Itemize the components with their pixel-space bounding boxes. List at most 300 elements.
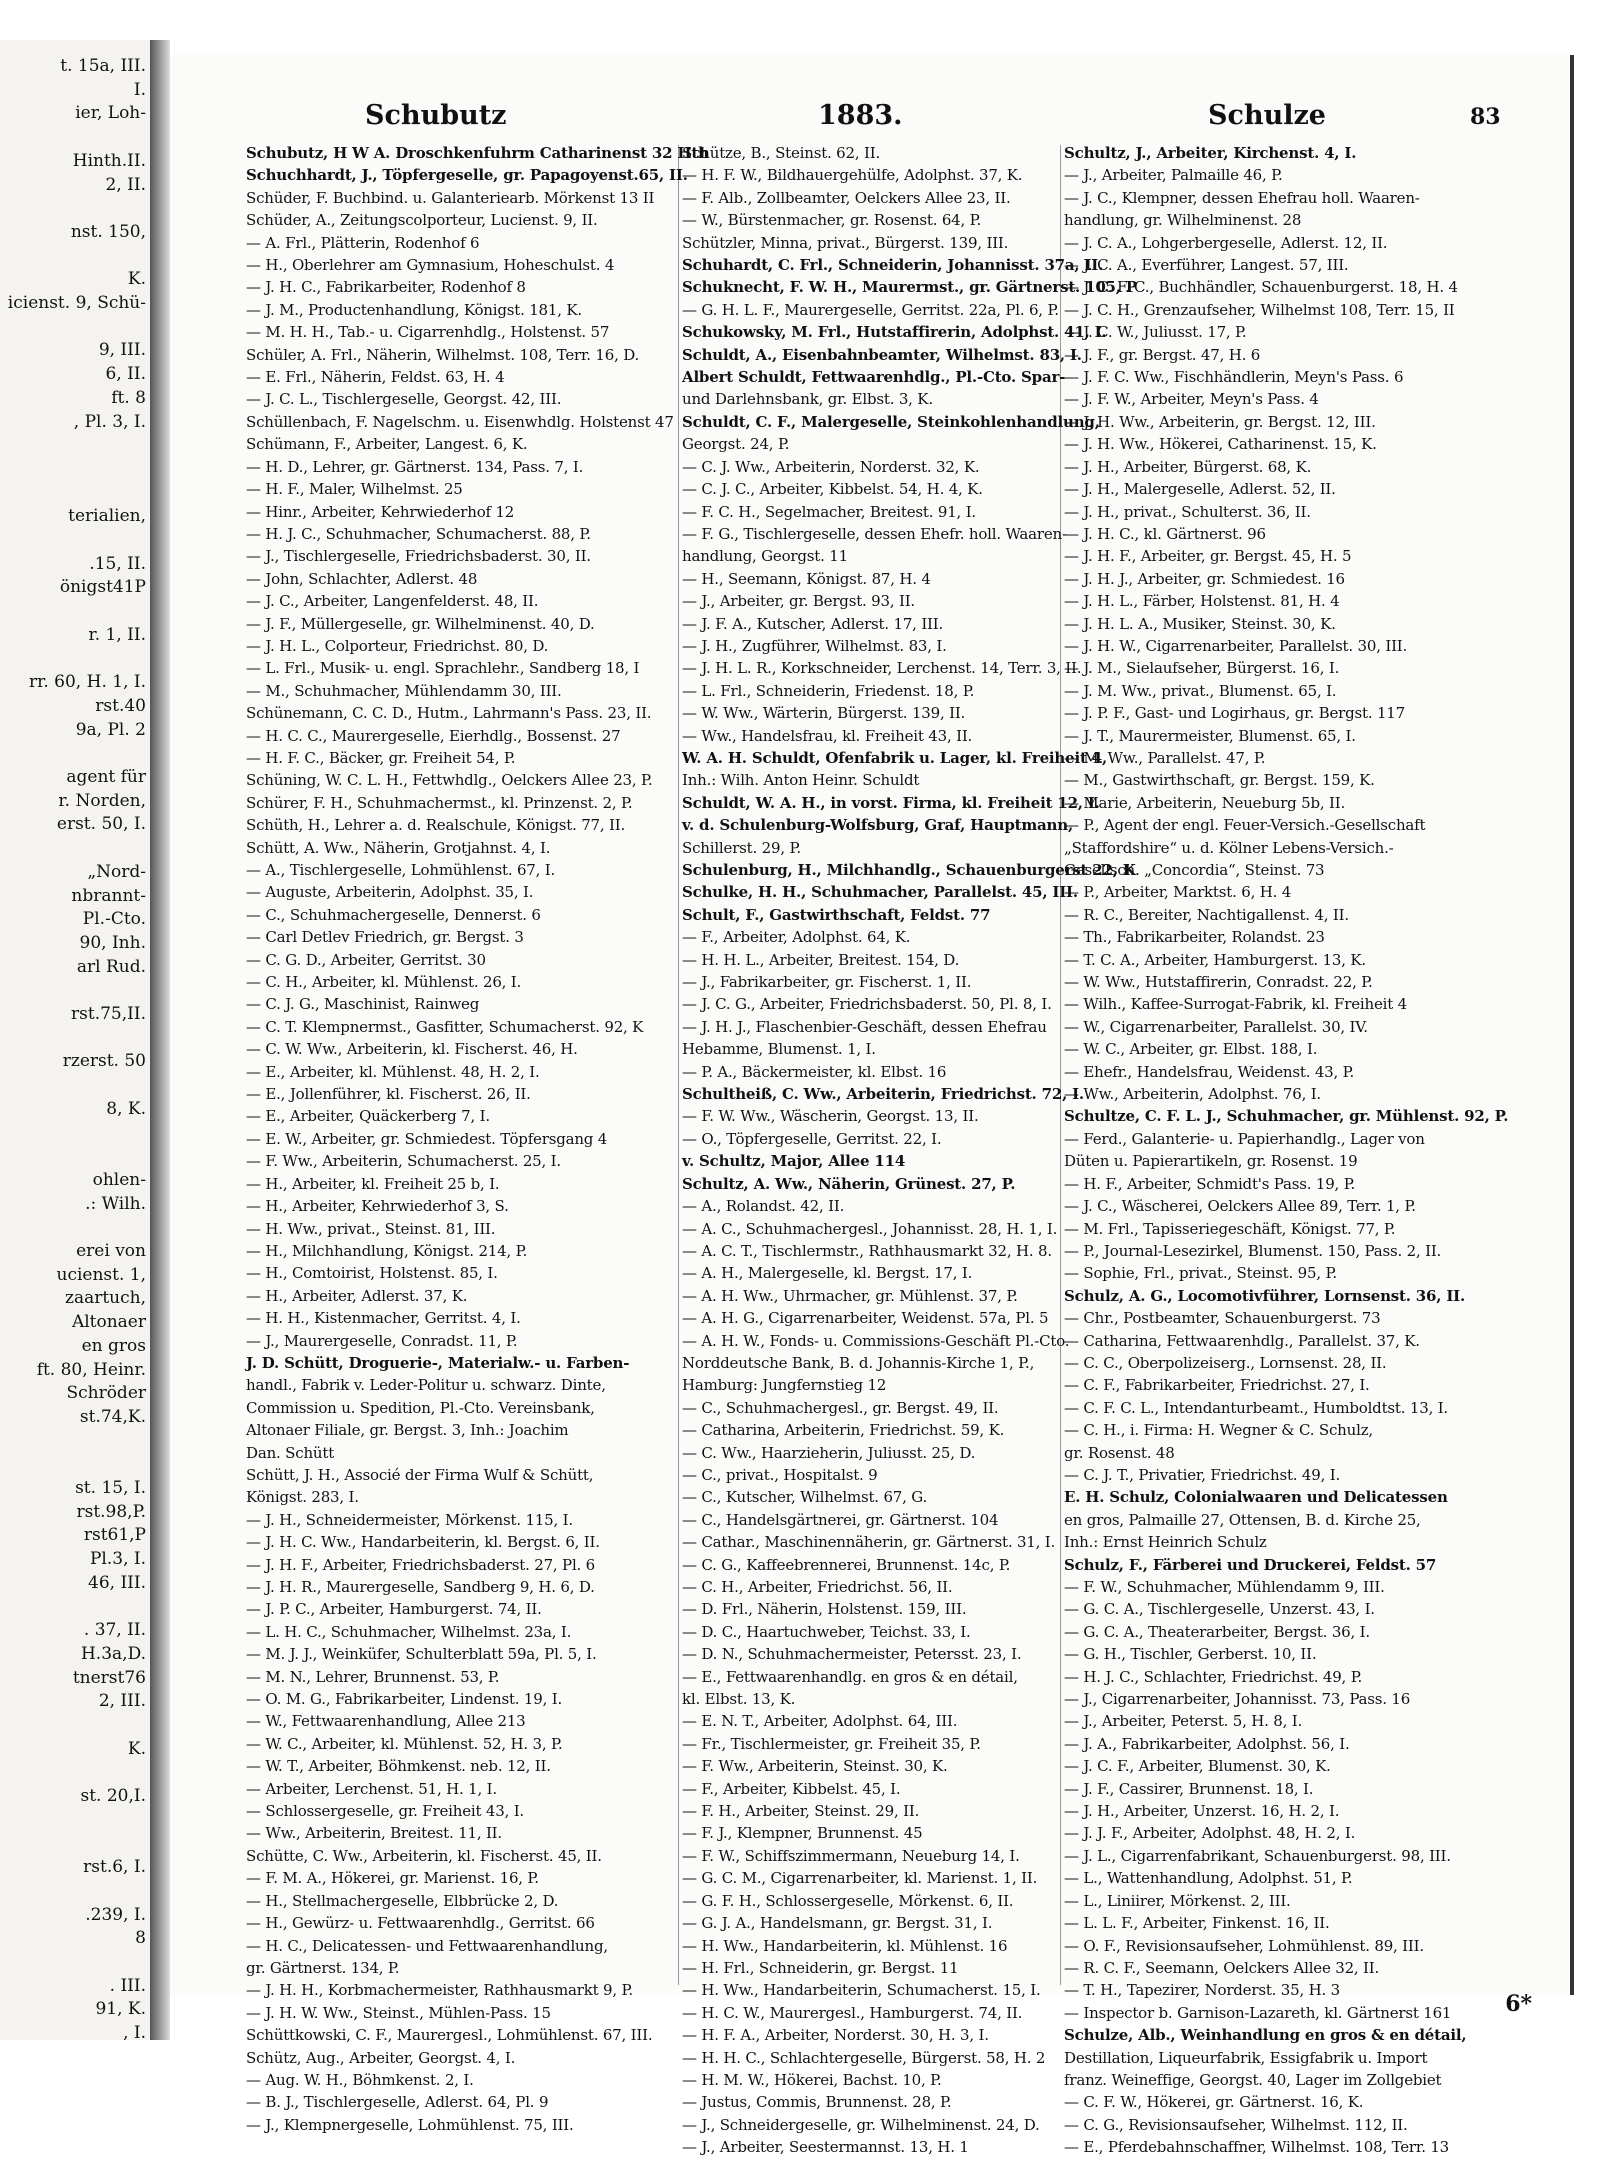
directory-entry: — J. C. L., Tischlergeselle, Georgst. 42, III. — [246, 390, 562, 409]
directory-entry: — G. H. L. F., Maurergeselle, Gerritst. 22a, Pl. 6, P. — [682, 300, 1059, 319]
directory-entry: — M. J. J., Weinküfer, Schulterblatt 59a, Pl. 5, I. — [246, 1645, 597, 1664]
directory-entry: — C. J. C., Arbeiter, Kibbelst. 54, H. 4, K. — [682, 480, 983, 499]
directory-entry: — F. Ww., Arbeiterin, Steinst. 30, K. — [682, 1757, 948, 1776]
directory-entry: — L. L. F., Arbeiter, Finkenst. 16, II. — [1064, 1914, 1330, 1933]
directory-entry: — R. C. F., Seemann, Oelckers Allee 32, II. — [1064, 1958, 1380, 1977]
directory-entry: — C., privat., Hospitalst. 9 — [682, 1465, 878, 1484]
directory-entry: — F. C. H., Segelmacher, Breitest. 91, I. — [682, 502, 976, 521]
fragment-line: ucienst. 1, — [56, 1264, 146, 1285]
directory-entry: — W., Fettwaarenhandlung, Allee 213 — [246, 1712, 526, 1731]
directory-entry: Schulz, F., Färberei und Druckerei, Feldst. 57 — [1064, 1555, 1437, 1574]
directory-entry: — H., Oberlehrer am Gymnasium, Hoheschulst. 4 — [246, 256, 615, 275]
directory-entry: Inh.: Wilh. Anton Heinr. Schuldt — [682, 771, 920, 790]
directory-entry: — J. H. L. R., Korkschneider, Lerchenst. 14, Terr. 3, II. — [682, 659, 1082, 678]
directory-entry: Schüder, F. Buchbind. u. Galanteriearb. Mörkenst 13 II — [246, 188, 655, 207]
directory-entry: — A. Frl., Plätterin, Rodenhof 6 — [246, 233, 480, 252]
fragment-line: K. — [127, 269, 146, 290]
directory-entry: gr. Rosenst. 48 — [1064, 1443, 1175, 1462]
directory-entry: Schüllenbach, F. Nagelschm. u. Eisenwhdlg. Holstenst 47 — [246, 412, 674, 431]
directory-entry: handlung, Georgst. 11 — [682, 547, 848, 566]
directory-entry: — H. M. W., Hökerei, Bachst. 10, P. — [682, 2070, 942, 2089]
fragment-line: 6, II. — [105, 364, 146, 385]
page-header — [170, 100, 1570, 140]
fragment-line: 46, III. — [88, 1572, 146, 1593]
directory-entry: — H., Arbeiter, Adlerst. 37, K. — [246, 1286, 468, 1305]
directory-entry: — C. F., Fabrikarbeiter, Friedrichst. 27, I. — [1064, 1376, 1370, 1395]
directory-entry: Schütz, Aug., Arbeiter, Georgst. 4, I. — [246, 2048, 516, 2067]
directory-entry: — P., Journal-Lesezirkel, Blumenst. 150, Pass. 2, II. — [1064, 1241, 1442, 1260]
directory-entry: — E., Arbeiter, Quäckerberg 7, I. — [246, 1107, 490, 1126]
header-right-keyword: Schulze — [1208, 100, 1326, 131]
directory-entry: handlung, gr. Wilhelminenst. 28 — [1064, 211, 1302, 230]
directory-entry: — J. F. C. Ww., Fischhändlerin, Meyn's Pass. 6 — [1064, 368, 1404, 387]
directory-entry: — J. H., Malergeselle, Adlerst. 52, II. — [1064, 480, 1336, 499]
directory-entry: — L., Liniirer, Mörkenst. 2, III. — [1064, 1891, 1291, 1910]
directory-entry: — J. P. C., Arbeiter, Hamburgerst. 74, II. — [246, 1600, 542, 1619]
directory-entry: — Justus, Commis, Brunnenst. 28, P. — [682, 2093, 952, 2112]
fragment-line: 8 — [135, 1928, 146, 1949]
directory-entry: Inh.: Ernst Heinrich Schulz — [1064, 1533, 1267, 1552]
printer-signature: 6* — [1505, 1991, 1532, 2017]
fragment-line: Pl.-Cto. — [82, 909, 146, 930]
directory-entry: — H., Stellmachergeselle, Elbbrücke 2, D. — [246, 1891, 559, 1910]
directory-entry: — Ww., Arbeiterin, Adolphst. 76, I. — [1064, 1085, 1322, 1104]
fragment-line: en gros — [81, 1335, 146, 1356]
directory-entry: — A. H. G., Cigarrenarbeiter, Weidenst. 57a, Pl. 5 — [682, 1309, 1049, 1328]
fragment-line: agent für — [66, 767, 146, 787]
directory-entry: — H. F., Arbeiter, Schmidt's Pass. 19, P. — [1064, 1174, 1356, 1193]
directory-entry: — Th., Fabrikarbeiter, Rolandst. 23 — [1064, 928, 1325, 947]
directory-entry: Schubutz, H W A. Droschkenfuhrm Catharinenst 32 Hth — [246, 144, 709, 162]
fragment-line: arl Rud. — [76, 956, 146, 977]
fragment-line: 2, III. — [98, 1691, 146, 1712]
directory-entry: — F. J., Klempner, Brunnenst. 45 — [682, 1824, 923, 1843]
directory-entry: Schüning, W. C. L. H., Fettwhdlg., Oelckers Allee 23, P. — [246, 771, 653, 790]
directory-entry: — F. Ww., Arbeiterin, Schumacherst. 25, I. — [246, 1152, 561, 1171]
directory-entry: — D. C., Haartuchweber, Teichst. 33, I. — [682, 1622, 971, 1641]
directory-entry: — E. N. T., Arbeiter, Adolphst. 64, III. — [682, 1712, 958, 1731]
previous-page-edge — [0, 40, 153, 2044]
directory-entry: — D. N., Schuhmachermeister, Petersst. 23, I. — [682, 1645, 1022, 1664]
fragment-line: st. 15, I. — [75, 1478, 146, 1498]
fragment-line: Hinth.II. — [72, 150, 146, 171]
directory-entry: — Aug. W. H., Böhmkenst. 2, I. — [246, 2070, 474, 2089]
fragment-line: K. — [127, 1738, 146, 1759]
directory-entry: — J. T., Maurermeister, Blumenst. 65, I. — [1064, 726, 1356, 745]
directory-entry: — T. C. A., Arbeiter, Hamburgerst. 13, K. — [1064, 950, 1366, 969]
directory-entry: — E., Arbeiter, kl. Mühlenst. 48, H. 2, I. — [246, 1062, 540, 1081]
directory-entry: handl., Fabrik v. Leder-Politur u. schwarz. Dinte, — [246, 1376, 606, 1395]
directory-entry: — R. C., Bereiter, Nachtigallenst. 4, II. — [1064, 905, 1349, 924]
header-year: 1883. — [818, 100, 903, 131]
directory-entry: — H., Seemann, Königst. 87, H. 4 — [682, 569, 931, 588]
directory-entry: Schünemann, C. C. D., Hutm., Lahrmann's Pass. 23, II. — [246, 704, 652, 723]
directory-entry: Schuldt, C. F., Malergeselle, Steinkohlenhandlung, — [682, 412, 1100, 431]
fragment-line: r. 1, II. — [88, 624, 146, 645]
fragment-line: . 37, II. — [83, 1620, 146, 1641]
directory-entry: — J. H. W., Cigarrenarbeiter, Parallelst. 30, III. — [1064, 636, 1408, 655]
directory-entry: — H. F. W., Bildhauergehülfe, Adolphst. 37, K. — [682, 166, 1023, 185]
directory-entry: — P., Arbeiter, Marktst. 6, H. 4 — [1064, 883, 1292, 902]
directory-entry: — H., Arbeiter, Kehrwiederhof 3, S. — [246, 1197, 509, 1216]
directory-entry: — Ehefr., Handelsfrau, Weidenst. 43, P. — [1064, 1062, 1355, 1081]
directory-entry: — J. P. F., Gast- und Logirhaus, gr. Bergst. 117 — [1064, 704, 1405, 723]
directory-entry: — Inspector b. Garnison-Lazareth, kl. Gärtnerst 161 — [1064, 2003, 1452, 2022]
directory-entry: — J. A., Fabrikarbeiter, Adolphst. 56, I. — [1064, 1734, 1350, 1753]
directory-entry: — Marie, Arbeiterin, Neueburg 5b, II. — [1064, 793, 1346, 812]
directory-entry: — H. F. A., Arbeiter, Norderst. 30, H. 3, I. — [682, 2026, 989, 2045]
directory-entry: — C. G., Revisionsaufseher, Wilhelmst. 112, II. — [1064, 2115, 1408, 2134]
directory-entry: Schüth, H., Lehrer a. d. Realschule, Königst. 77, II. — [246, 816, 626, 835]
directory-entry: — F. Alb., Zollbeamter, Oelckers Allee 23, II. — [682, 188, 1011, 207]
directory-entry: — J. H. L., Colporteur, Friedrichst. 80, D. — [246, 636, 549, 655]
directory-entry: — J. C., Arbeiter, Langenfelderst. 48, II. — [246, 592, 539, 611]
fragment-line: 2, II. — [105, 174, 146, 195]
directory-entry: — Carl Detlev Friedrich, gr. Bergst. 3 — [246, 928, 524, 947]
directory-entry: — J. F., gr. Bergst. 47, H. 6 — [1064, 345, 1261, 364]
directory-entry: — J. H., Zugführer, Wilhelmst. 83, I. — [682, 636, 947, 655]
directory-entry: — E., Pferdebahnschaffner, Wilhelmst. 108, Terr. 13 — [1064, 2138, 1450, 2157]
fragment-line: nbrannt- — [71, 885, 146, 906]
directory-entry: — J. H. L., Färber, Holstenst. 81, H. 4 — [1064, 592, 1340, 611]
directory-entry: — J. C. F. C., Buchhändler, Schauenburgerst. 18, H. 4 — [1064, 278, 1458, 297]
directory-entry: — C. F. C. L., Intendanturbeamt., Humboldtst. 13, I. — [1064, 1398, 1448, 1417]
directory-entry: Schüler, A. Frl., Näherin, Wilhelmst. 108, Terr. 16, D. — [246, 345, 640, 364]
directory-entry: — J. F., Müllergeselle, gr. Wilhelminenst. 40, D. — [246, 614, 595, 633]
fragment-line: , I. — [123, 2023, 146, 2044]
directory-entry: — H. D., Lehrer, gr. Gärtnerst. 134, Pass. 7, I. — [246, 457, 584, 476]
directory-entry: — W., Cigarrenarbeiter, Parallelst. 30, IV. — [1064, 1017, 1368, 1036]
directory-entry: — Fr., Tischlermeister, gr. Freiheit 35, P. — [682, 1734, 981, 1753]
directory-entry: — D. Frl., Näherin, Holstenst. 159, III. — [682, 1600, 967, 1619]
directory-entry: — Cathar., Maschinennäherin, gr. Gärtnerst. 31, I. — [682, 1533, 1056, 1552]
directory-entry: — A. C., Schuhmachergesl., Johannisst. 28, H. 1, I. — [682, 1219, 1058, 1238]
directory-entry: — J. M., Sielaufseher, Bürgerst. 16, I. — [1064, 659, 1340, 678]
directory-entry: Hamburg: Jungfernstieg 12 — [682, 1376, 887, 1395]
directory-entry: — M., Schuhmacher, Mühlendamm 30, III. — [246, 681, 562, 700]
directory-entry: — F. W. Ww., Wäscherin, Georgst. 13, II. — [682, 1107, 979, 1126]
directory-entry: — A., Rolandst. 42, II. — [682, 1197, 845, 1216]
directory-entry: — O., Töpfergeselle, Gerritst. 22, I. — [682, 1129, 942, 1148]
directory-entry: — J. M. Ww., privat., Blumenst. 65, I. — [1064, 681, 1337, 700]
directory-entry: — Chr., Postbeamter, Schauenburgerst. 73 — [1064, 1309, 1381, 1328]
directory-entry: — M. Frl., Tapisseriegeschäft, Königst. 77, P. — [1064, 1219, 1396, 1238]
directory-entry: — J. H., Arbeiter, Unzerst. 16, H. 2, I. — [1064, 1802, 1340, 1821]
directory-entry: — C. J. G., Maschinist, Rainweg — [246, 995, 480, 1014]
directory-entry: Schuldt, A., Eisenbahnbeamter, Wilhelmst. 83, I. — [682, 345, 1082, 364]
directory-entry: — Catharina, Fettwaarenhdlg., Parallelst. 37, K. — [1064, 1331, 1420, 1350]
directory-entry: — W. Ww., Wärterin, Bürgerst. 139, II. — [682, 704, 966, 723]
directory-entry: — Ww., Handelsfrau, kl. Freiheit 43, II. — [682, 726, 973, 745]
fragment-line: , Pl. 3, I. — [73, 411, 146, 432]
directory-entry: Schultz, A. Ww., Näherin, Grünest. 27, P. — [682, 1174, 1016, 1193]
directory-entry: — J. H. J., Arbeiter, gr. Schmiedest. 16 — [1064, 569, 1345, 588]
directory-entry: — C. C., Oberpolizeiserg., Lornsenst. 28, II. — [1064, 1353, 1387, 1372]
directory-entry: — J. H. R., Maurergeselle, Sandberg 9, H. 6, D. — [246, 1578, 595, 1596]
fragment-line: .15, II. — [89, 553, 146, 574]
fragment-line: rst61,P — [83, 1525, 146, 1546]
directory-entry: — J. M., Productenhandlung, Königst. 181, K. — [246, 300, 582, 319]
fragment-line: tnerst76 — [72, 1667, 146, 1688]
directory-entry: — A. H. W., Fonds- u. Commissions-Geschäft Pl.-Cto. — [682, 1331, 1070, 1350]
page-number: 83 — [1470, 104, 1501, 130]
directory-entry: — G. C. A., Tischlergeselle, Unzerst. 43, I. — [1064, 1600, 1375, 1619]
fragment-line: st. 20,I. — [80, 1786, 146, 1807]
directory-entry: Schützler, Minna, privat., Bürgerst. 139, III. — [682, 233, 1009, 252]
fragment-line: 91, K. — [95, 1999, 146, 2020]
directory-entry: — Catharina, Arbeiterin, Friedrichst. 59, K. — [682, 1421, 1005, 1440]
directory-entry: — J. H. Ww., Hökerei, Catharinenst. 15, K. — [1064, 435, 1377, 454]
directory-entry: Hebamme, Blumenst. 1, I. — [682, 1040, 876, 1059]
directory-entry: — H. F. C., Bäcker, gr. Freiheit 54, P. — [246, 748, 516, 767]
directory-entry: — J., Cigarrenarbeiter, Johannisst. 73, Pass. 16 — [1064, 1690, 1411, 1709]
fragment-line: . III. — [109, 1975, 146, 1996]
fragment-line: I. — [133, 79, 146, 100]
directory-entry: Schüder, A., Zeitungscolporteur, Lucienst. 9, II. — [246, 211, 598, 230]
directory-entry: Schultze, C. F. L. J., Schuhmacher, gr. Mühlenst. 92, P. — [1064, 1107, 1509, 1126]
directory-entry: und Darlehnsbank, gr. Elbst. 3, K. — [682, 390, 933, 409]
directory-entry: — H., Arbeiter, kl. Freiheit 25 b, I. — [246, 1174, 500, 1193]
directory-entry: Schukowsky, M. Frl., Hutstaffirerin, Adolphst. 41, I. — [682, 323, 1107, 342]
directory-entry: — J. F. W., Arbeiter, Meyn's Pass. 4 — [1064, 390, 1319, 409]
directory-entry: Norddeutsche Bank, B. d. Johannis-Kirche 1, P., — [682, 1353, 1035, 1372]
directory-entry: — J. H. C. Ww., Handarbeiterin, kl. Bergst. 6, II. — [246, 1533, 600, 1552]
directory-entry: — C. Ww., Haarzieherin, Juliusst. 25, D. — [682, 1443, 976, 1462]
directory-entry: — C., Kutscher, Wilhelmst. 67, G. — [682, 1488, 928, 1507]
directory-entry: — J. F. A., Kutscher, Adlerst. 17, III. — [682, 614, 944, 633]
fragment-line: erst. 50, I. — [56, 814, 146, 835]
directory-entry: Schultheiß, C. Ww., Arbeiterin, Friedrichst. 72, I. — [682, 1085, 1084, 1104]
directory-entry: — J., Fabrikarbeiter, gr. Fischerst. 1, II. — [682, 973, 972, 992]
fragment-line: „Nord- — [87, 861, 146, 882]
directory-entry: Schümann, F., Arbeiter, Langest. 6, K. — [246, 435, 528, 454]
directory-entry: — J. C. W., Juliusst. 17, P. — [1064, 323, 1247, 342]
directory-entry: — W., Bürstenmacher, gr. Rosenst. 64, P. — [682, 211, 982, 230]
directory-entry: — H. H. L., Arbeiter, Breitest. 154, D. — [682, 950, 960, 969]
directory-entry: — J. C. H., Grenzaufseher, Wilhelmst 108, Terr. 15, II — [1064, 300, 1455, 319]
directory-entry: Schuldt, W. A. H., in vorst. Firma, kl. Freiheit 12, I. — [682, 793, 1100, 812]
directory-entry: — C., Handelsgärtnerei, gr. Gärtnerst. 104 — [682, 1510, 999, 1529]
directory-entry: — J. H. J., Flaschenbier-Geschäft, dessen Ehefrau — [682, 1017, 1047, 1036]
directory-entry: Schultz, J., Arbeiter, Kirchenst. 4, I. — [1064, 144, 1357, 162]
book-gutter — [150, 40, 170, 2040]
directory-entry: — C. W. Ww., Arbeiterin, kl. Fischerst. 46, H. — [246, 1040, 578, 1059]
directory-entry: Schulze, Alb., Weinhandlung en gros & en détail, — [1064, 2026, 1467, 2045]
directory-entry: — J. C. A., Everführer, Langest. 57, III. — [1064, 256, 1349, 275]
directory-entry: v. d. Schulenburg-Wolfsburg, Graf, Hauptmann, — [682, 816, 1073, 835]
directory-entry: — F., Arbeiter, Kibbelst. 45, I. — [682, 1779, 901, 1798]
directory-entry: — G. F. H., Schlossergeselle, Mörkenst. 6, II. — [682, 1891, 1014, 1910]
directory-entry: — O. F., Revisionsaufseher, Lohmühlenst. 89, III. — [1064, 1936, 1424, 1955]
fragment-line: H.3a,D. — [80, 1643, 146, 1664]
directory-entry: Schult, F., Gastwirthschaft, Feldst. 77 — [682, 905, 991, 924]
directory-entry: Schillerst. 29, P. — [682, 838, 801, 857]
fragment-line: ier, Loh- — [75, 103, 146, 124]
directory-entry: Altonaer Filiale, gr. Bergst. 3, Inh.: Joachim — [246, 1421, 569, 1440]
directory-entry: — H., Milchhandlung, Königst. 214, P. — [246, 1241, 528, 1260]
fragment-line: ohlen- — [92, 1169, 146, 1190]
directory-entry: — E. Frl., Näherin, Feldst. 63, H. 4 — [246, 368, 505, 387]
directory-entry: Gesellsch. „Concordia“, Steinst. 73 — [1064, 861, 1325, 879]
directory-entry: Schuknecht, F. W. H., Maurermst., gr. Gärtnerst. 105, P — [682, 278, 1137, 297]
directory-entry: — H. Frl., Schneiderin, gr. Bergst. 11 — [682, 1958, 959, 1977]
directory-entry: — J., Arbeiter, Peterst. 5, H. 8, I. — [1064, 1712, 1303, 1731]
directory-entry: Schüttkowski, C. F., Maurergesl., Lohmühlenst. 67, III. — [246, 2026, 653, 2045]
fragment-line: nst. 150, — [70, 221, 146, 242]
directory-entry: Schuchhardt, J., Töpfergeselle, gr. Papagoyenst.65, II. — [246, 166, 688, 185]
directory-entry: — J. H., privat., Schulterst. 36, II. — [1064, 502, 1311, 521]
directory-entry: — H. C. W., Maurergesl., Hamburgerst. 74, II. — [682, 2003, 1023, 2022]
directory-entry: — W. T., Arbeiter, Böhmkenst. neb. 12, II. — [246, 1757, 551, 1776]
directory-entry: — E. W., Arbeiter, gr. Schmiedest. Töpfersgang 4 — [246, 1129, 608, 1148]
directory-entry: — C., Schuhmachergesl., gr. Bergst. 49, II. — [682, 1398, 999, 1417]
directory-page — [170, 55, 1574, 2157]
directory-entry: J. D. Schütt, Droguerie-, Materialw.- u. Farben- — [246, 1353, 630, 1372]
directory-entry: gr. Gärtnerst. 134, P. — [246, 1958, 400, 1977]
directory-entry: — J., Tischlergeselle, Friedrichsbaderst. 30, II. — [246, 547, 591, 566]
directory-entry: — J., Arbeiter, Palmaille 46, P. — [1064, 166, 1283, 185]
directory-entry: Schulz, A. G., Locomotivführer, Lornsenst. 36, II. — [1064, 1286, 1465, 1305]
directory-entry: — M. H. H., Tab.- u. Cigarrenhdlg., Holstenst. 57 — [246, 323, 610, 342]
directory-entry: — Ferd., Galanterie- u. Papierhandlg., Lager von — [1064, 1129, 1425, 1148]
fragment-line: 90, Inh. — [79, 932, 146, 953]
directory-entry: Schulenburg, H., Milchhandlg., Schauenburgerst 22, K — [682, 861, 1136, 879]
directory-entry: — A., Tischlergeselle, Lohmühlenst. 67, I. — [246, 861, 556, 879]
fragment-line: Schröder — [66, 1383, 146, 1404]
fragment-line: icienst. 9, Schü- — [7, 293, 146, 313]
directory-entry: kl. Elbst. 13, K. — [682, 1690, 796, 1709]
directory-entry: — G. H., Tischler, Gerberst. 10, II. — [1064, 1645, 1317, 1664]
fragment-line: rzerst. 50 — [62, 1051, 146, 1072]
directory-entry: — Ww., Arbeiterin, Breitest. 11, II. — [246, 1824, 502, 1843]
directory-entry: — J., Maurergeselle, Conradst. 11, P. — [246, 1331, 518, 1350]
directory-entry: — T. H., Tapezirer, Norderst. 35, H. 3 — [1064, 1981, 1340, 2000]
directory-entry: Königst. 283, I. — [246, 1488, 359, 1507]
directory-entry: Schütte, C. Ww., Arbeiterin, kl. Fischerst. 45, II. — [246, 1846, 602, 1865]
directory-entry: Georgst. 24, P. — [682, 435, 790, 454]
directory-entry: — Wilh., Kaffee-Surrogat-Fabrik, kl. Freiheit 4 — [1064, 995, 1407, 1014]
directory-entry: — C. T. Klempnermst., Gasfitter, Schumacherst. 92, K — [246, 1017, 644, 1036]
directory-entry: — C. H., Arbeiter, Friedrichst. 56, II. — [682, 1578, 953, 1596]
directory-entry: Schütt, A. Ww., Näherin, Grotjahnst. 4, I. — [246, 838, 551, 857]
directory-entry: — F. W., Schuhmacher, Mühlendamm 9, III. — [1064, 1578, 1385, 1596]
directory-entry: — J. C., Klempner, dessen Ehefrau holl. Waaren- — [1064, 188, 1420, 207]
directory-entry: — M. Ww., Parallelst. 47, P. — [1064, 748, 1266, 767]
directory-entry: — J. J. F., Arbeiter, Adolphst. 48, H. 2, I. — [1064, 1824, 1356, 1843]
directory-entry: Destillation, Liqueurfabrik, Essigfabrik u. Import — [1064, 2048, 1428, 2067]
directory-entry: — H. C. C., Maurergeselle, Eierhdlg., Bossenst. 27 — [246, 726, 621, 745]
directory-entry: — M., Gastwirthschaft, gr. Bergst. 159, K. — [1064, 771, 1375, 790]
directory-entry: E. H. Schulz, Colonialwaaren und Delicatessen — [1064, 1488, 1448, 1507]
directory-entry: — H., Comtoirist, Holstenst. 85, I. — [246, 1264, 498, 1283]
directory-entry: Schütze, B., Steinst. 62, II. — [682, 144, 881, 162]
column-1 — [246, 142, 709, 2134]
directory-entry: — H. Ww., Handarbeiterin, kl. Mühlenst. 16 — [682, 1936, 1008, 1955]
fragment-line: terialien, — [68, 506, 146, 527]
directory-entry: — F. H., Arbeiter, Steinst. 29, II. — [682, 1802, 920, 1821]
directory-entry: — H. Ww., Handarbeiterin, Schumacherst. 15, I. — [682, 1981, 1041, 2000]
fragment-line: erei von — [76, 1241, 146, 1261]
fragment-line: önigst41P — [59, 577, 146, 598]
directory-entry: — H., Gewürz- u. Fettwaarenhdlg., Gerritst. 66 — [246, 1914, 595, 1933]
fragment-line: .: Wilh. — [85, 1193, 146, 1214]
directory-entry: — J. H. F., Arbeiter, gr. Bergst. 45, H. 5 — [1064, 547, 1352, 566]
directory-entry: — C. J. T., Privatier, Friedrichst. 49, I. — [1064, 1465, 1341, 1484]
fragment-line: t. 15a, III. — [60, 56, 146, 76]
directory-entry: — H. F., Maler, Wilhelmst. 25 — [246, 480, 463, 499]
directory-entry: — C., Schuhmachergeselle, Dennerst. 6 — [246, 905, 541, 924]
fragment-line: zaartuch, — [64, 1288, 146, 1309]
directory-entry: — E., Jollenführer, kl. Fischerst. 26, II. — [246, 1085, 531, 1104]
directory-entry: — F. W., Schiffszimmermann, Neueburg 14, I. — [682, 1846, 1020, 1865]
directory-entry: — W. Ww., Hutstaffirerin, Conradst. 22, P. — [1064, 973, 1373, 992]
column-2 — [682, 142, 1137, 2157]
fragment-line: rst.40 — [95, 695, 146, 716]
fragment-line: 9, III. — [98, 340, 146, 361]
fragment-line: rst.6, I. — [83, 1857, 146, 1878]
directory-entry: — M. N., Lehrer, Brunnenst. 53, P. — [246, 1667, 500, 1686]
directory-entry: — C. H., Arbeiter, kl. Mühlenst. 26, I. — [246, 973, 522, 992]
directory-entry: — H. J. C., Schlachter, Friedrichst. 49, P. — [1064, 1667, 1363, 1686]
directory-entry: — E., Fettwaarenhandlg. en gros & en détail, — [682, 1667, 1018, 1686]
directory-entry: Dan. Schütt — [246, 1443, 335, 1462]
directory-entry: — P., Agent der engl. Feuer-Versich.-Gesellschaft — [1064, 816, 1426, 835]
directory-entry: W. A. H. Schuldt, Ofenfabrik u. Lager, kl. Freiheit 4, — [682, 748, 1107, 767]
directory-entry: — C. G. D., Arbeiter, Gerritst. 30 — [246, 950, 486, 969]
directory-entry: — O. M. G., Fabrikarbeiter, Lindenst. 19, I. — [246, 1690, 563, 1709]
directory-entry: — J. F., Cassirer, Brunnenst. 18, I. — [1064, 1779, 1314, 1798]
directory-entry: — F. M. A., Hökerei, gr. Marienst. 16, P. — [246, 1869, 539, 1888]
directory-entry: — W. C., Arbeiter, gr. Elbst. 188, I. — [1064, 1040, 1318, 1059]
fragment-line: .239, I. — [85, 1904, 146, 1925]
directory-entry: — Auguste, Arbeiterin, Adolphst. 35, I. — [246, 883, 534, 902]
directory-entry: — G. J. A., Handelsmann, gr. Bergst. 31, I. — [682, 1914, 993, 1933]
directory-entry: — John, Schlachter, Adlerst. 48 — [246, 569, 478, 588]
directory-entry: — L. Frl., Schneiderin, Friedenst. 18, P. — [682, 681, 975, 700]
directory-entry: — G. C. M., Cigarrenarbeiter, kl. Marienst. 1, II. — [682, 1869, 1038, 1888]
directory-entry: Düten u. Papierartikeln, gr. Rosenst. 19 — [1064, 1152, 1358, 1171]
directory-entry: — H. C., Delicatessen- und Fettwaarenhandlung, — [246, 1936, 608, 1955]
directory-entry: — J. H. F., Arbeiter, Friedrichsbaderst. 27, Pl. 6 — [246, 1555, 596, 1574]
directory-entry: — J., Arbeiter, gr. Bergst. 93, II. — [682, 592, 916, 611]
directory-entry: — L., Wattenhandlung, Adolphst. 51, P. — [1064, 1869, 1353, 1888]
fragment-line: rr. 60, H. 1, I. — [28, 672, 146, 693]
directory-entry: — H. J. C., Schuhmacher, Schumacherst. 88, P. — [246, 524, 591, 543]
directory-entry: — J. H. L. A., Musiker, Steinst. 30, K. — [1064, 614, 1336, 633]
column-3 — [1064, 142, 1509, 2157]
directory-entry: — Hinr., Arbeiter, Kehrwiederhof 12 — [246, 502, 515, 521]
directory-entry: Albert Schuldt, Fettwaarenhdlg., Pl.-Cto. Spar- — [682, 368, 1066, 387]
directory-entry: v. Schultz, Major, Allee 114 — [682, 1152, 906, 1171]
directory-entry: — J. H. C., Fabrikarbeiter, Rodenhof 8 — [246, 278, 526, 297]
directory-entry: — L. H. C., Schuhmacher, Wilhelmst. 23a, I. — [246, 1622, 572, 1641]
directory-entry: Schütt, J. H., Associé der Firma Wulf & Schütt, — [246, 1465, 594, 1484]
directory-entry: — Sophie, Frl., privat., Steinst. 95, P. — [1064, 1264, 1337, 1283]
fragment-line: Altonaer — [71, 1312, 146, 1333]
directory-entry: — Arbeiter, Lerchenst. 51, H. 1, I. — [246, 1779, 497, 1798]
fragment-line: rst.75,II. — [71, 1004, 146, 1024]
directory-entry: — C. H., i. Firma: H. Wegner & C. Schulz, — [1064, 1421, 1373, 1440]
directory-entry: — J. C. G., Arbeiter, Friedrichsbaderst. 50, Pl. 8, I. — [682, 995, 1052, 1014]
directory-entry: Commission u. Spedition, Pl.-Cto. Vereinsbank, — [246, 1398, 595, 1417]
directory-entry: — J. C., Wäscherei, Oelckers Allee 89, Terr. 1, P. — [1064, 1197, 1416, 1216]
directory-entry: — J. H. W. Ww., Steinst., Mühlen-Pass. 15 — [246, 2003, 551, 2022]
fragment-line: 9a, Pl. 2 — [75, 719, 146, 740]
directory-entry: — W. C., Arbeiter, kl. Mühlenst. 52, H. 3, P. — [246, 1734, 563, 1753]
directory-entry: — J., Schneidergeselle, gr. Wilhelminenst. 24, D. — [682, 2115, 1040, 2134]
directory-entry: — J., Arbeiter, Seestermannst. 13, H. 1 — [682, 2138, 969, 2157]
directory-entry: franz. Weineffige, Georgst. 40, Lager im Zollgebiet — [1064, 2070, 1442, 2089]
